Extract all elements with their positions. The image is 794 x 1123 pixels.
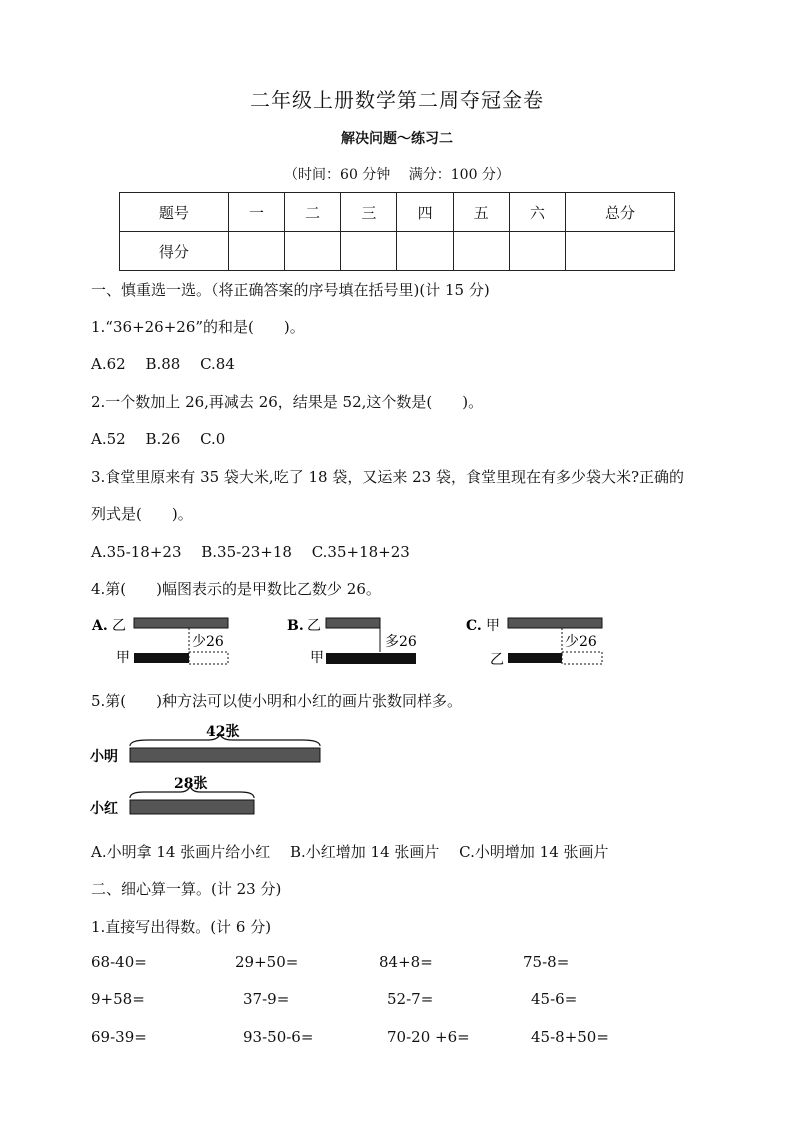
- figure-a-dashed-part: [189, 652, 228, 664]
- calc-item: 45-8+50=: [531, 1028, 609, 1046]
- score-cell[interactable]: [509, 232, 565, 271]
- calc-item: 84+8=: [379, 953, 433, 971]
- score-cell[interactable]: [228, 232, 284, 271]
- question-4-figures: [88, 610, 648, 670]
- table-cell: 五: [453, 193, 509, 232]
- figure-c-top-bar: [508, 618, 602, 628]
- figure-a-note: 少26: [192, 634, 224, 650]
- question-4: 4.第( )幅图表示的是甲数比乙数少 26。: [91, 580, 381, 598]
- calc-item: 37-9=: [243, 990, 290, 1008]
- calc-item: 69-39=: [91, 1028, 147, 1046]
- calc-item: 70-20 +6=: [387, 1028, 470, 1046]
- question-1-options: A.62 B.88 C.84: [91, 355, 235, 373]
- figure-c-option: C.: [466, 618, 482, 634]
- xiaoming-value: 42张: [206, 724, 240, 740]
- calc-item: 75-8=: [523, 953, 570, 971]
- xiaohong-value: 28张: [174, 776, 208, 792]
- score-cell[interactable]: [566, 232, 675, 271]
- figure-c-top-label: 甲: [486, 618, 500, 634]
- figure-a-bottom-bar: [134, 653, 189, 663]
- xiaohong-bar: [130, 800, 254, 814]
- figure-b-note: 多26: [385, 634, 417, 650]
- section1-heading: 一、慎重选一选。（将正确答案的序号填在括号里)(计 15 分): [91, 281, 490, 299]
- xiaoming-label: 小明: [90, 749, 118, 765]
- question-3-line1: 3.食堂里原来有 35 袋大米,吃了 18 袋，又运来 23 袋，食堂里现在有多少袋大米?正确的: [91, 468, 684, 486]
- figure-a-bottom-label: 甲: [116, 650, 130, 666]
- score-cell[interactable]: [341, 232, 397, 271]
- section2-heading: 二、细心算一算。(计 23 分): [91, 880, 282, 898]
- figure-a-option: A.: [92, 618, 108, 634]
- score-table-header-row: [120, 193, 675, 232]
- question-3-line2: 列式是( )。: [91, 505, 193, 523]
- calc-item: 45-6=: [531, 990, 578, 1008]
- figure-c: [466, 618, 602, 668]
- table-cell: 四: [397, 193, 453, 232]
- figure-b: [287, 618, 417, 666]
- calc-item: 93-50-6=: [243, 1028, 314, 1046]
- calc-item: 29+50=: [235, 953, 299, 971]
- section2-sub1: 1.直接写出得数。(计 6 分): [91, 918, 272, 936]
- figure-c-note: 少26: [565, 634, 597, 650]
- figure-b-top-label: 乙: [307, 618, 321, 634]
- calc-item: 68-40=: [91, 953, 147, 971]
- question-5-options: A.小明拿 14 张画片给小红 B.小红增加 14 张画片 C.小明增加 14 张画片: [91, 843, 609, 861]
- figure-c-bottom-label: 乙: [490, 652, 504, 668]
- xiaoming-bar: [130, 748, 320, 762]
- calc-item: 52-7=: [387, 990, 434, 1008]
- figure-b-top-bar: [326, 618, 380, 628]
- question-3-options: A.35-18+23 B.35-23+18 C.35+18+23: [91, 543, 410, 561]
- question-2: 2.一个数加上 26,再减去 26，结果是 52,这个数是( )。: [91, 393, 484, 411]
- score-table-score-row: [120, 232, 675, 271]
- question-1: 1.“36+26+26”的和是( )。: [91, 318, 305, 336]
- table-cell: 二: [285, 193, 341, 232]
- table-cell: 得分: [120, 232, 229, 271]
- score-cell[interactable]: [397, 232, 453, 271]
- question-2-options: A.52 B.26 C.0: [91, 430, 226, 448]
- calc-item: 9+58=: [91, 990, 145, 1008]
- page-title: 二年级上册数学第二周夺冠金卷: [250, 88, 544, 112]
- figure-b-bottom-label: 甲: [310, 650, 324, 666]
- figure-a-top-bar: [134, 618, 228, 628]
- question-5-figure: [88, 716, 338, 826]
- table-cell: 三: [341, 193, 397, 232]
- figure-a: [91, 618, 228, 666]
- figure-c-bottom-bar: [508, 653, 562, 663]
- time-info: （时间：60 分钟 满分：100 分）: [284, 167, 510, 183]
- figure-c-dashed-part: [562, 652, 602, 664]
- xiaohong-label: 小红: [90, 801, 118, 817]
- score-cell[interactable]: [453, 232, 509, 271]
- table-cell: 一: [228, 193, 284, 232]
- score-table: [119, 192, 675, 271]
- table-cell: 六: [509, 193, 565, 232]
- question-5: 5.第( )种方法可以使小明和小红的画片张数同样多。: [91, 692, 463, 710]
- figure-a-top-label: 乙: [112, 618, 126, 634]
- table-cell: 题号: [120, 193, 229, 232]
- figure-b-option: B.: [287, 618, 304, 634]
- page-subtitle: 解决问题～练习二: [341, 131, 453, 147]
- score-cell[interactable]: [285, 232, 341, 271]
- figure-b-bottom-bar: [326, 653, 416, 664]
- table-cell: 总分: [566, 193, 675, 232]
